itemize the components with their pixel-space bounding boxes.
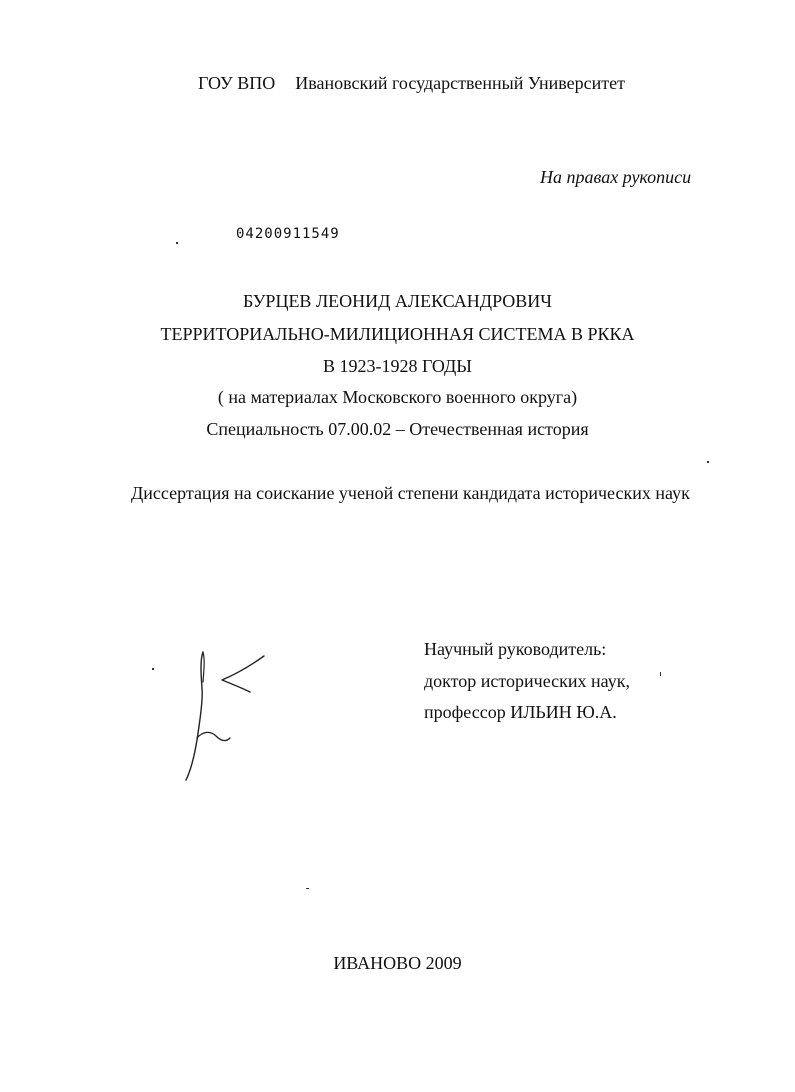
institution-type: ГОУ ВПО <box>198 73 276 93</box>
dissertation-title-line-1: ТЕРРИТОРИАЛЬНО-МИЛИЦИОННАЯ СИСТЕМА В РККА <box>160 324 635 344</box>
registry-number: 04200911549 <box>236 226 340 242</box>
handwritten-signature <box>170 640 280 790</box>
scan-speck <box>707 461 709 463</box>
author-name: БУРЦЕВ ЛЕОНИД АЛЕКСАНДРОВИЧ <box>242 291 552 311</box>
dissertation-title-line-2: В 1923-1928 ГОДЫ <box>322 356 473 376</box>
scan-speck <box>152 668 154 670</box>
degree-statement: Диссертация на соискание ученой степени кандидата исторических наук <box>131 483 690 503</box>
dissertation-subtitle: ( на материалах Московского военного округа) <box>217 387 578 407</box>
manuscript-note: На правах рукописи <box>540 167 692 187</box>
city-year: ИВАНОВО 2009 <box>333 953 462 973</box>
scan-speck <box>660 672 661 676</box>
supervisor-label: Научный руководитель: <box>424 639 607 659</box>
supervisor-name: профессор ИЛЬИН Ю.А. <box>424 702 617 722</box>
institution-name: Ивановский государственный Университет <box>295 73 626 93</box>
scan-speck <box>176 242 178 244</box>
specialty-line: Специальность 07.00.02 – Отечественная история <box>206 419 589 439</box>
scan-speck <box>306 888 309 889</box>
institution-header <box>198 72 625 94</box>
supervisor-degree: доктор исторических наук, <box>424 671 630 691</box>
